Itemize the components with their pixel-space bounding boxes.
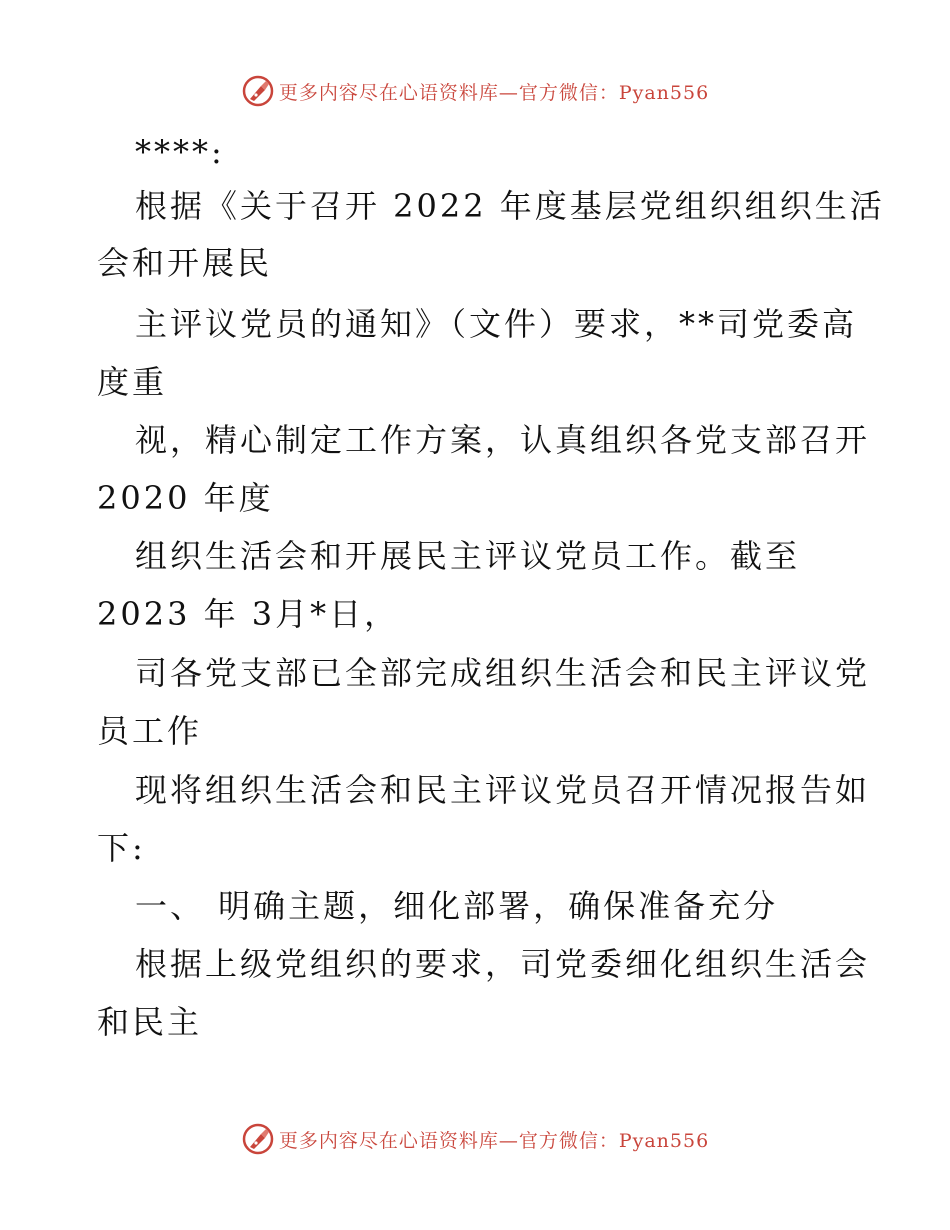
section-heading: 一、 明确主题，细化部署，确保准备充分 — [135, 887, 779, 925]
watermark-text: 更多内容尽在心语资料库—官方微信：Pyan556 — [278, 81, 710, 104]
watermark-text: 更多内容尽在心语资料库—官方微信：Pyan556 — [278, 1129, 710, 1152]
watermark-header — [0, 71, 950, 111]
paragraph-line: 根据上级党组织的要求，司党委细化组织生活会 — [135, 945, 871, 983]
pen-nib-circle-icon — [241, 74, 275, 108]
paragraph-line: 视，精心制定工作方案，认真组织各党支部召开 — [135, 421, 871, 459]
paragraph-line: 度重 — [97, 363, 168, 401]
salutation-line: ****: — [135, 133, 225, 171]
paragraph-line: 2020 年度 — [97, 479, 274, 517]
paragraph-line: 主评议党员的通知》（文件）要求，**司党委高 — [135, 305, 858, 343]
paragraph-line: 和民主 — [97, 1003, 203, 1041]
paragraph-line: 司各党支部已全部完成组织生活会和民主评议党 — [135, 654, 871, 692]
paragraph-line: 根据《关于召开 2022 年度基层党组织组织生活 — [135, 187, 885, 225]
paragraph-line: 2023 年 3月*日， — [97, 595, 400, 633]
paragraph-line: 现将组织生活会和民主评议党员召开情况报告如 — [135, 771, 871, 809]
pen-nib-circle-icon — [241, 1122, 275, 1156]
paragraph-line: 员工作 — [97, 712, 203, 750]
watermark-footer — [0, 1119, 950, 1159]
paragraph-line: 组织生活会和开展民主评议党员工作。截至 — [135, 537, 801, 575]
paragraph-line: 下: — [97, 829, 146, 867]
paragraph-line: 会和开展民 — [97, 244, 273, 282]
